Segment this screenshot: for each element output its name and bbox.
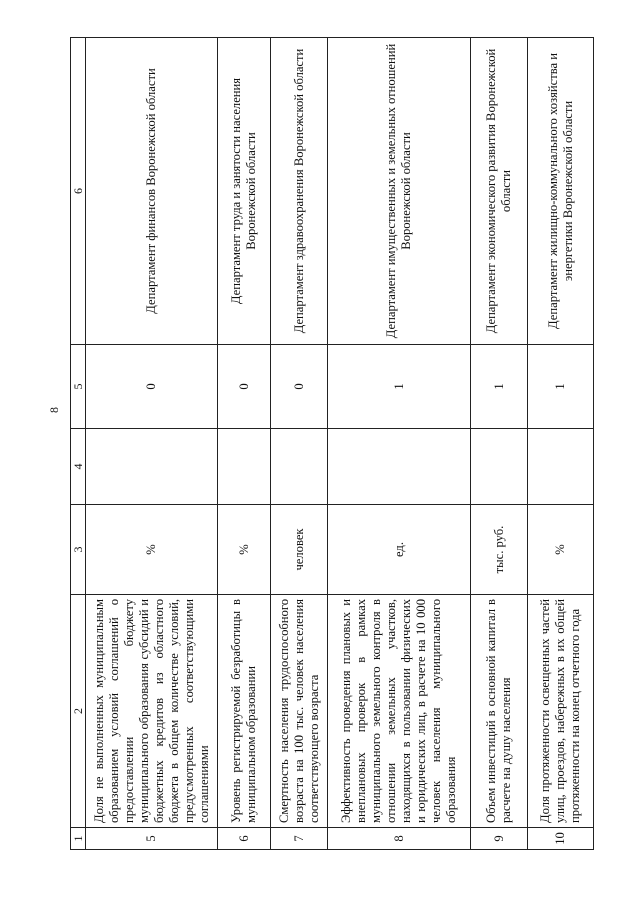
header-row xyxy=(71,38,86,850)
table-row xyxy=(328,38,471,850)
row-number: 9 xyxy=(471,828,528,850)
indicator-name: Доля протяженности освещенных частей улиц, проездов, набережных в их общей протяженности на конец отчетного года xyxy=(528,595,594,828)
table-row xyxy=(528,38,594,850)
table-row xyxy=(471,38,528,850)
col4-cell xyxy=(218,429,271,505)
header-cell: 5 xyxy=(71,345,86,429)
indicator-name: Доля не выполненных муниципальным образованием условий соглашений о предоставлении бюджету муниципального образования субсидий и бюджетных кредитов из областного бюджета в общем количестве условий, предусмотренных соответствующими соглашениями xyxy=(86,595,218,828)
row-number: 6 xyxy=(218,828,271,850)
row-number: 8 xyxy=(328,828,471,850)
responsible-department: Департамент труда и занятости населения Воронежской области xyxy=(218,38,271,345)
responsible-department: Департамент имущественных и земельных отношений Воронежской области xyxy=(328,38,471,345)
header-cell: 1 xyxy=(71,828,86,850)
col5-value: 1 xyxy=(471,345,528,429)
col4-cell xyxy=(528,429,594,505)
row-number: 10 xyxy=(528,828,594,850)
indicator-name: Уровень регистрируемой безработицы в муниципальном образовании xyxy=(218,595,271,828)
indicator-name: Смертность населения трудоспособного возраста на 100 тыс. человек населения соответствующего возраста xyxy=(271,595,328,828)
col4-cell xyxy=(271,429,328,505)
header-cell: 3 xyxy=(71,505,86,595)
page-number: 8 xyxy=(47,407,61,413)
col4-cell xyxy=(86,429,218,505)
col4-cell xyxy=(471,429,528,505)
table-row xyxy=(271,38,328,850)
col4-cell xyxy=(328,429,471,505)
unit-cell: человек xyxy=(271,505,328,595)
responsible-department: Департамент финансов Воронежской области xyxy=(86,38,218,345)
unit-cell: % xyxy=(528,505,594,595)
header-cell: 2 xyxy=(71,595,86,828)
indicators-table xyxy=(70,37,594,850)
col5-value: 0 xyxy=(86,345,218,429)
row-number: 7 xyxy=(271,828,328,850)
unit-cell: ед. xyxy=(328,505,471,595)
unit-cell: % xyxy=(86,505,218,595)
header-cell: 6 xyxy=(71,38,86,345)
unit-cell: тыс. руб. xyxy=(471,505,528,595)
table-row xyxy=(86,38,218,850)
unit-cell: % xyxy=(218,505,271,595)
col5-value: 1 xyxy=(528,345,594,429)
responsible-department: Департамент здравоохранения Воронежской области xyxy=(271,38,328,345)
header-cell: 4 xyxy=(71,429,86,505)
rotated-table-page xyxy=(70,38,592,850)
col5-value: 0 xyxy=(218,345,271,429)
indicator-name: Объем инвестиций в основной капитал в расчете на душу населения xyxy=(471,595,528,828)
col5-value: 0 xyxy=(271,345,328,429)
responsible-department: Департамент жилищно-коммунального хозяйства и энергетики Воронежской области xyxy=(528,38,594,345)
row-number: 5 xyxy=(86,828,218,850)
responsible-department: Департамент экономического развития Воронежской области xyxy=(471,38,528,345)
indicator-name: Эффективность проведения плановых и внеплановых проверок в рамках муниципального земельного контроля в отношении земельных участков, находящихся в пользовании физических и юридических лиц, в расчете на 10 000 человек населения муниципального образования xyxy=(328,595,471,828)
table-row xyxy=(218,38,271,850)
col5-value: 1 xyxy=(328,345,471,429)
